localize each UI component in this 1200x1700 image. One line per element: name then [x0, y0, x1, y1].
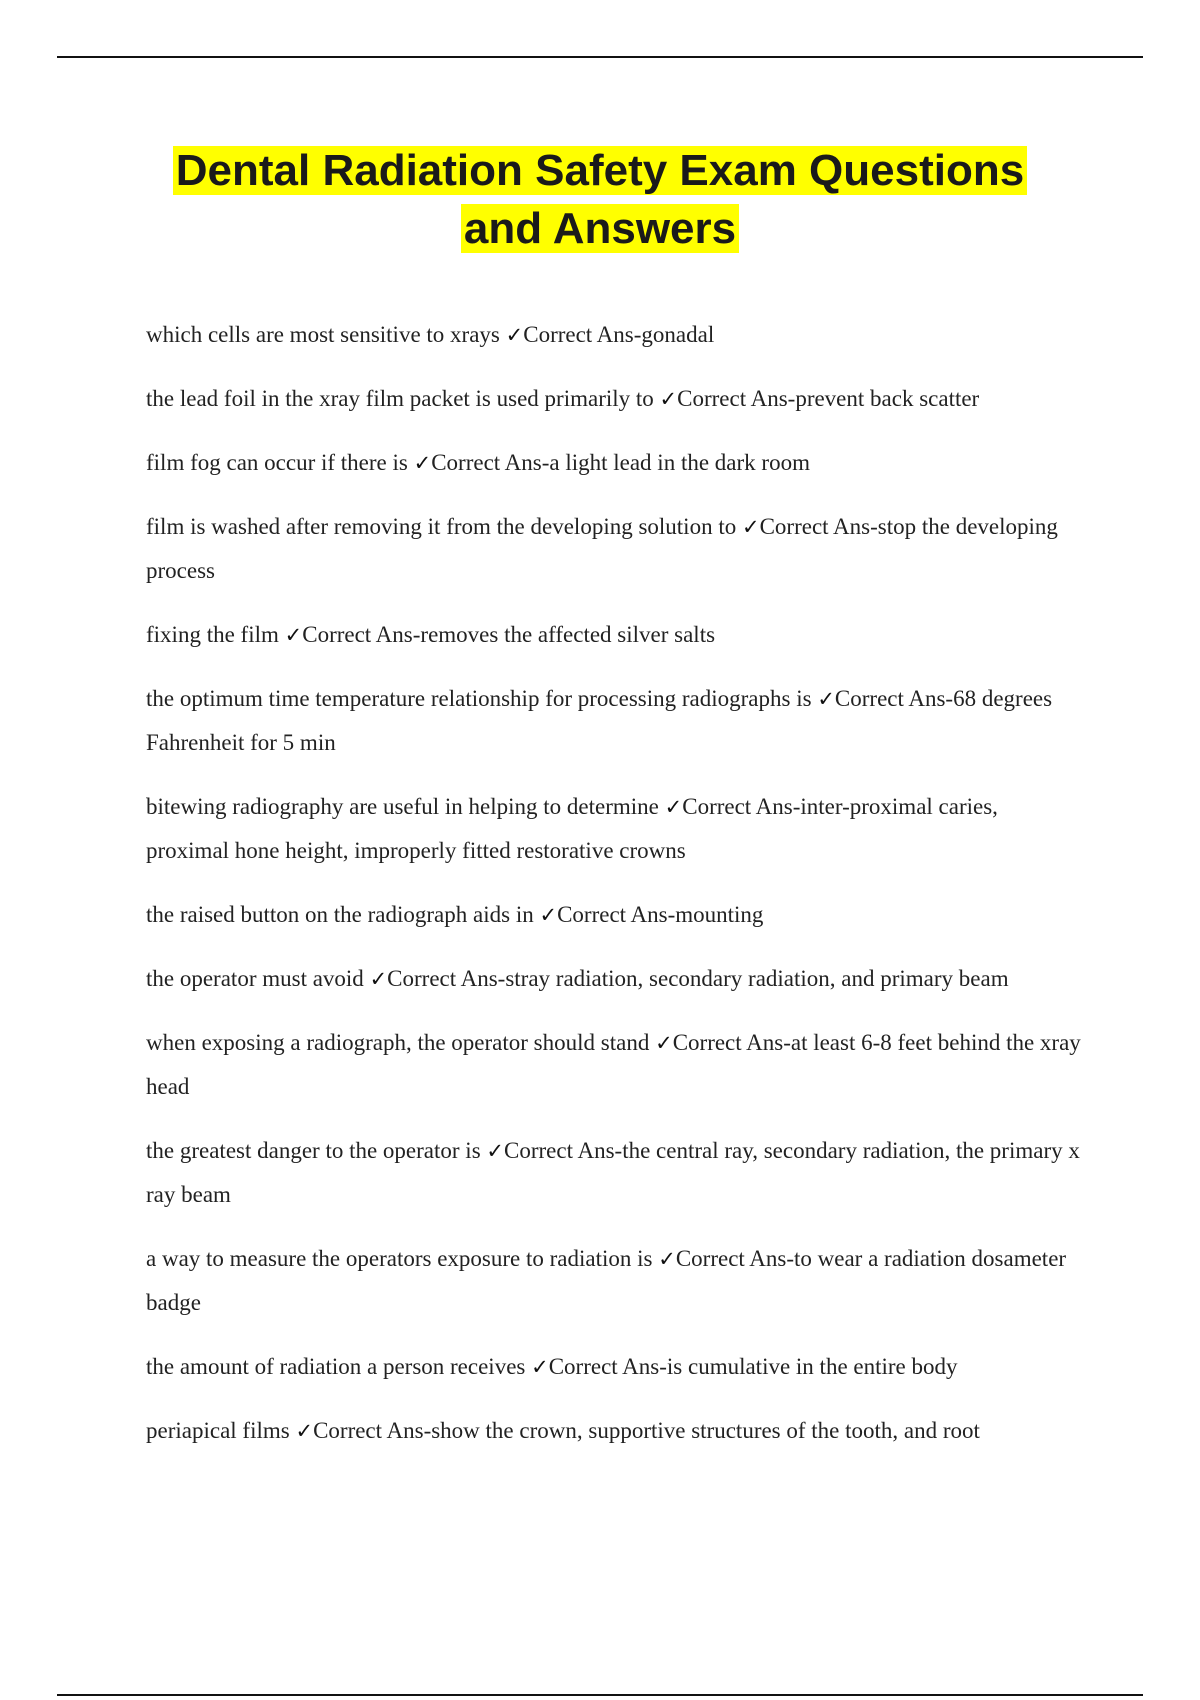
- answer-prefix: Correct Ans-: [313, 1418, 432, 1443]
- checkmark-icon: ✓: [295, 1419, 314, 1443]
- answer-text: to wear a radiation dosameter badge: [146, 1246, 1067, 1315]
- title-line-2: and Answers: [461, 204, 739, 253]
- checkmark-icon: ✓: [664, 795, 683, 819]
- title-line-1: Dental Radiation Safety Exam Questions: [173, 146, 1027, 195]
- qa-item: [146, 785, 1086, 873]
- question-text: when exposing a radiograph, the operator should stand: [146, 1030, 650, 1055]
- answer-prefix: Correct Ans-: [431, 450, 550, 475]
- qa-item: [146, 957, 1086, 1001]
- checkmark-icon: ✓: [659, 387, 678, 411]
- answer-prefix: Correct Ans-: [759, 514, 878, 539]
- qa-item: [146, 1129, 1086, 1217]
- qa-item: [146, 1021, 1086, 1109]
- answer-prefix: Correct Ans-: [682, 794, 801, 819]
- answer-prefix: Correct Ans-: [677, 386, 796, 411]
- checkmark-icon: ✓: [486, 1139, 505, 1163]
- qa-item: [146, 1409, 1086, 1453]
- answer-prefix: Correct Ans-: [557, 902, 676, 927]
- answer-text: show the crown, supportive structures of the tooth, and root: [431, 1418, 980, 1443]
- question-text: the greatest danger to the operator is: [146, 1138, 481, 1163]
- answer-text: mounting: [675, 902, 764, 927]
- answer-prefix: Correct Ans-: [523, 322, 642, 347]
- question-text: film is washed after removing it from the developing solution to: [146, 514, 737, 539]
- question-text: a way to measure the operators exposure to radiation is: [146, 1246, 653, 1271]
- question-text: film fog can occur if there is: [146, 450, 408, 475]
- answer-prefix: Correct Ans-: [302, 622, 421, 647]
- qa-item: [146, 441, 1086, 485]
- answer-text: inter-proximal caries, proximal hone height, improperly fitted restorative crowns: [146, 794, 998, 863]
- answer-text: removes the affected silver salts: [420, 622, 716, 647]
- bottom-rule: [57, 1694, 1143, 1696]
- qa-item: [146, 377, 1086, 421]
- checkmark-icon: ✓: [369, 967, 388, 991]
- checkmark-icon: ✓: [505, 323, 524, 347]
- answer-text: at least 6-8 feet behind the xray head: [146, 1030, 1081, 1099]
- question-text: the lead foil in the xray film packet is used primarily to: [146, 386, 654, 411]
- question-text: fixing the film: [146, 622, 279, 647]
- checkmark-icon: ✓: [284, 623, 303, 647]
- checkmark-icon: ✓: [741, 515, 760, 539]
- answer-prefix: Correct Ans-: [504, 1138, 623, 1163]
- qa-item: [146, 1345, 1086, 1389]
- checkmark-icon: ✓: [658, 1247, 676, 1271]
- qa-item: [146, 677, 1086, 765]
- checkmark-icon: ✓: [413, 451, 432, 475]
- checkmark-icon: ✓: [531, 1355, 549, 1379]
- answer-text: a light lead in the dark room: [549, 450, 810, 475]
- answer-text: is cumulative in the entire body: [666, 1354, 958, 1379]
- answer-text: prevent back scatter: [795, 386, 980, 411]
- question-text: the optimum time temperature relationship for processing radiographs is: [146, 686, 812, 711]
- question-text: the raised button on the radiograph aids in: [146, 902, 534, 927]
- question-text: which cells are most sensitive to xrays: [146, 322, 500, 347]
- qa-item: [146, 1237, 1086, 1325]
- question-text: the operator must avoid: [146, 966, 364, 991]
- question-text: bitewing radiography are useful in helping to determine: [146, 794, 659, 819]
- answer-prefix: Correct Ans-: [672, 1030, 791, 1055]
- answer-text: stop the developing process: [146, 514, 1058, 583]
- qa-item: [146, 313, 1086, 357]
- checkmark-icon: ✓: [539, 903, 558, 927]
- answer-text: gonadal: [641, 322, 715, 347]
- qa-item: [146, 893, 1086, 937]
- checkmark-icon: ✓: [655, 1031, 673, 1055]
- qa-item: [146, 505, 1086, 593]
- question-text: the amount of radiation a person receives: [146, 1354, 526, 1379]
- qa-item: [146, 613, 1086, 657]
- question-text: periapical films: [146, 1418, 290, 1443]
- answer-prefix: Correct Ans-: [834, 686, 954, 711]
- document-title: [100, 142, 1100, 258]
- answer-prefix: Correct Ans-: [387, 966, 506, 991]
- qa-list: [146, 313, 1086, 1453]
- answer-text: 68 degrees Fahrenheit for 5 min: [146, 686, 1053, 755]
- top-rule: [57, 56, 1143, 58]
- answer-text: stray radiation, secondary radiation, and primary beam: [505, 966, 1009, 991]
- answer-text: the central ray, secondary radiation, the primary x ray beam: [146, 1138, 1080, 1207]
- answer-prefix: Correct Ans-: [548, 1354, 667, 1379]
- checkmark-icon: ✓: [817, 687, 835, 711]
- answer-prefix: Correct Ans-: [675, 1246, 795, 1271]
